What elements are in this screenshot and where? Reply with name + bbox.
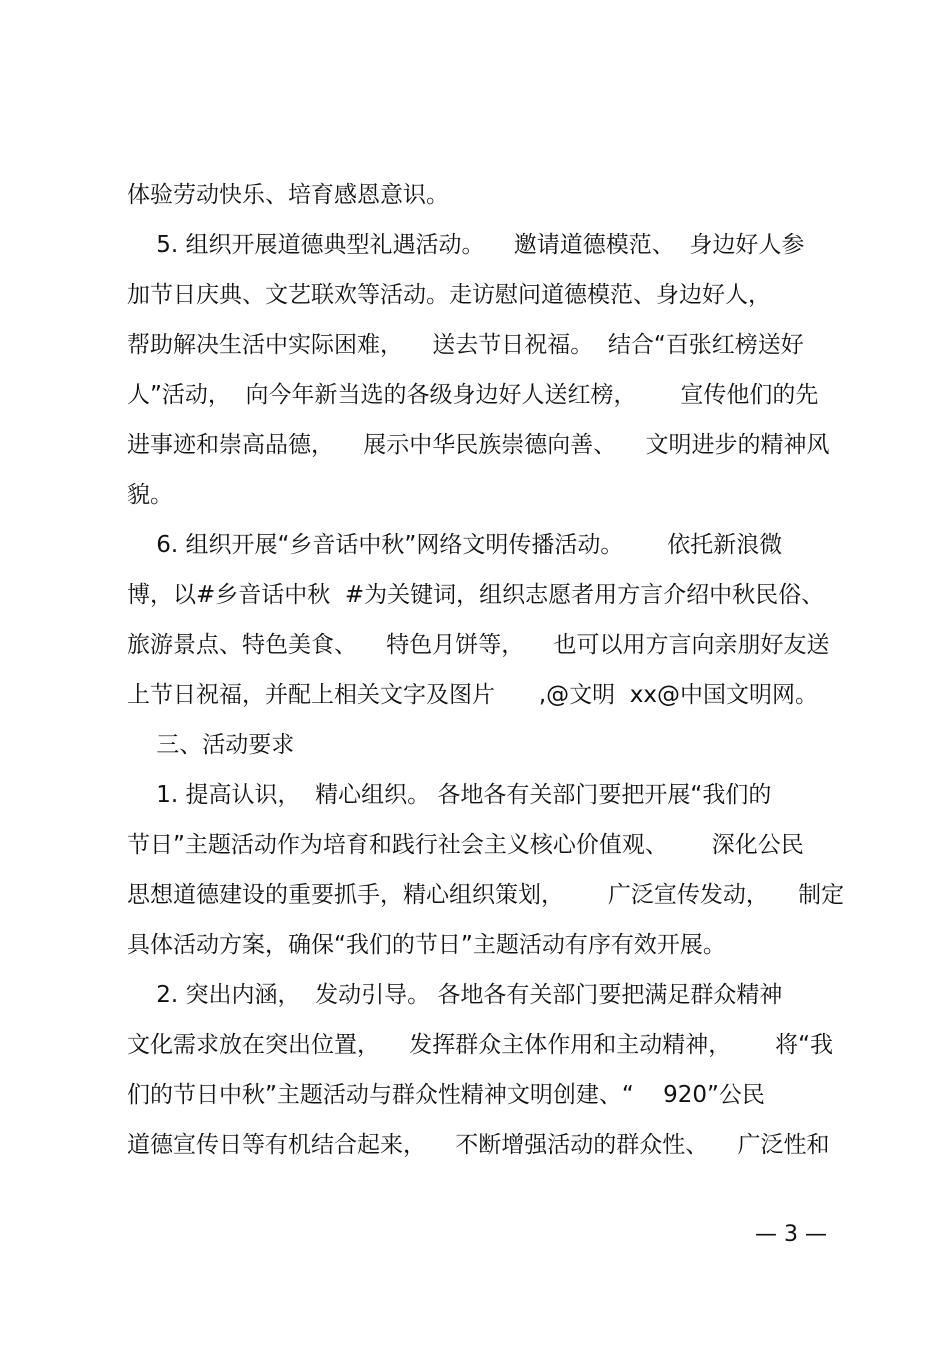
page-number: — 3 — <box>755 1222 827 1247</box>
text-line: 道德宣传日等有机结合起来， 不断增强活动的群众性、 广泛性和 <box>127 1132 830 1158</box>
text-line: 文化需求放在突出位置， 发挥群众主体作用和主动精神， 将“我 <box>127 1032 834 1058</box>
section-heading: 三、活动要求 <box>127 732 295 758</box>
text-line: 们的节日中秋”主题活动与群众性精神文明创建、“ 920”公民 <box>127 1082 765 1108</box>
text-line: 2. 突出内涵， 发动引导。 各地各有关部门要把满足群众精神 <box>127 982 783 1008</box>
text-line: 5. 组织开展道德典型礼遇活动。 邀请道德模范、 身边好人参 <box>127 232 805 258</box>
text-line: 节日”主题活动作为培育和践行社会主义核心价值观、 深化公民 <box>127 832 804 858</box>
text-line: 博，以#乡音话中秋 #为关键词，组织志愿者用方言介绍中秋民俗、 <box>127 582 825 608</box>
text-line: 貌。 <box>127 482 173 508</box>
text-line: 旅游景点、特色美食、 特色月饼等， 也可以用方言向亲朋好友送 <box>127 632 830 658</box>
text-line: 1. 提高认识， 精心组织。 各地各有关部门要把开展“我们的 <box>127 782 772 808</box>
text-line: 帮助解决生活中实际困难， 送去节日祝福。 结合“百张红榜送好 <box>127 332 804 358</box>
text-line: 进事迹和崇高品德， 展示中华民族崇德向善、 文明进步的精神风 <box>127 432 830 458</box>
text-line: 体验劳动快乐、培育感恩意识。 <box>127 182 449 208</box>
text-line: 加节日庆典、文艺联欢等活动。走访慰问道德模范、身边好人， <box>127 282 771 308</box>
text-line: 具体活动方案，确保“我们的节日”主题活动有序有效开展。 <box>127 932 726 958</box>
text-line: 上节日祝福，并配上相关文字及图片 ,@文明 xx@中国文明网。 <box>127 682 819 708</box>
text-line: 6. 组织开展“乡音话中秋”网络文明传播活动。 依托新浪微 <box>127 532 783 558</box>
text-line: 人”活动， 向今年新当选的各级身边好人送红榜， 宣传他们的先 <box>127 382 819 408</box>
text-line: 思想道德建设的重要抓手，精心组织策划， 广泛宣传发动， 制定 <box>127 882 845 908</box>
